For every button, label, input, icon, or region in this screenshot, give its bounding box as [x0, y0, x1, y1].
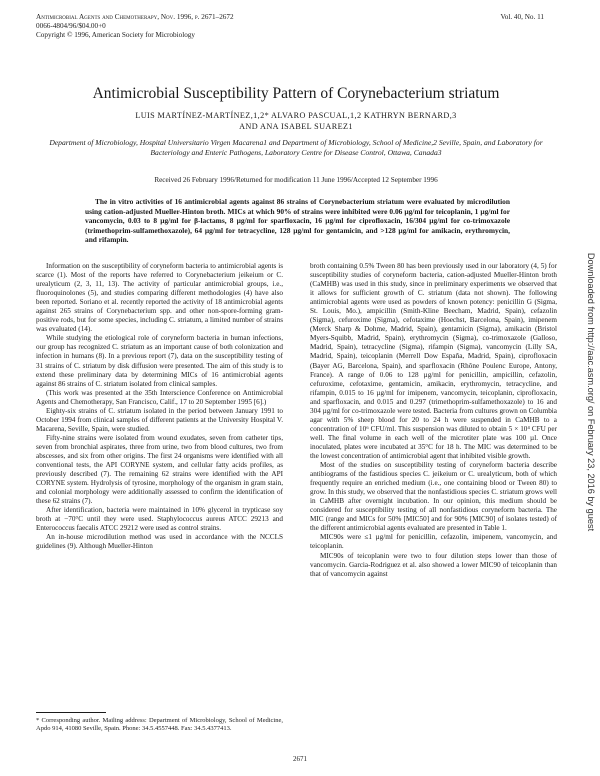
footnote-divider [36, 712, 106, 713]
journal-header [36, 13, 376, 40]
paragraph: While studying the etiological role of coryneform bacteria in human infections, our group has recognized C. striatum as an important cause of both colonization and infection in humans (8). In a previous report (7), data on the susceptibility testing of 31 strains of C. striatum by disk diffusion were presented. The aim of this study is to extend these preliminary data by determining MICs of 16 antimicrobial agents against 86 strains of C. striatum isolated from clinical samples. [36, 334, 283, 388]
left-column [36, 262, 283, 552]
corresponding-author-footnote: * Corresponding author. Mailing address: Department of Microbiology, School of Medicine, Apdo 914, 41080 Seville, Spain. Phone: 34.5.4557448. Fax: 34.5.4377413. [36, 717, 283, 732]
paragraph: Most of the studies on susceptibility testing of coryneform bacteria describe antibiograms of the fastidious species C. jeikeium or C. urealyticum, both of which frequently require an enriched medium (i.e., one containing blood or Tween 80) to grow. In this study, we observed that the nonfastidious species C. striatum grows well in CaMHB after overnight incubation. In our opinion, this medium should be considered for susceptibility testing of all nonfastidious coryneform bacteria. The MIC (range and MICs for 50% [MIC50] and for 90% [MIC90] of isolates tested) of the different antimicrobial agents evaluated are presented in Table 1. [310, 461, 557, 533]
author-line-2: AND ANA ISABEL SUAREZ1 [239, 122, 353, 131]
paragraph: Information on the susceptibility of coryneform bacteria to antimicrobial agents is scarce (1). Most of the reports have referred to Corynebacterium jeikeium or C. urealyticum (2, 3, 11, 13). The activity of particular antimicrobial groups, i.e., fluoroquinolones (5), and studies comparing different methodologies (4) have also been reported. Soriano et al. recently reported the activity of 18 antimicrobial agents against 265 strains of Corynebacterium spp. and other non-spore-forming gram-positive rods, but for some species, including C. striatum, a limited number of strains was evaluated (14). [36, 262, 283, 334]
paragraph: Eighty-six strains of C. striatum isolated in the period between January 1991 to October 1994 from clinical samples of different patients at the University Hospital V. Macarena, Seville, Spain, were studied. [36, 406, 283, 433]
article-title: Antimicrobial Susceptibility Pattern of Corynebacterium striatum [92, 85, 500, 102]
copyright: Copyright © 1996, American Society for Microbiology [36, 31, 195, 39]
paragraph: broth containing 0.5% Tween 80 has been previously used in our laboratory (4, 5) for susceptibility studies of coryneform bacteria, cation-adjusted Mueller-Hinton broth (CaMHB) was used in this study, since in preliminary experiments we observed that it allows for sufficient growth of C. striatum (data not shown). The following antimicrobial agents were used as powders of known potency: penicillin G (Sigma, St. Louis, Mo.), ampicillin (Smith-Kline Beecham, Madrid, Spain), cefazolin (Sigma), cefuroxime (Sigma), cefotaxime (Hoechst, Barcelona, Spain), imipenem (Merck Sharp & Dohme, Madrid, Spain), gentamicin (Sigma), amikacin (Bristol Myers-Squibb, Madrid, Spain), erythromycin (Sigma), co-trimoxazole (Galloso, Madrid, Spain), tetracycline (Sigma), rifampin (Sigma), vancomycin (Lilly SA, Madrid, Spain), teicoplanin (Merrell Dow España, Madrid, Spain), ciprofloxacin (Bayer AG, Barcelona, Spain), and sparfloxacin (Rhône Poulenc Europe, Antony, France). A range of 0.06 to 128 µg/ml for penicillin, ampicillin, cefazolin, cefuroxime, cefotaxime, gentamicin, amikacin, erythromycin, tetracycline, and rifampin, 0.015 to 16 µg/ml for imipenem, vancomycin, teicoplanin, ciprofloxacin, and sparfloxacin, and 0.015 and 0.297 (trimethoprim-sulfamethoxazole) to 16 and 304 µg/ml for co-trimoxazole were tested. Bacteria from cultures grown on Columbia agar with 5% sheep blood for 20 to 24 h were suspended in CaMHB to a concentration of 10⁶ CFU/ml. This suspension was diluted to obtain 5 × 10⁴ CFU per well. The final volume in each well of the microtiter plate was 100 µl. Once inoculated, plates were incubated at 35°C for 18 h. The MIC was determined to be the lowest concentration of antimicrobial agent that inhibited visible growth. [310, 262, 557, 460]
right-column [310, 262, 557, 579]
paragraph: An in-house microdilution method was used in accordance with the NCCLS guidelines (9). Although Mueller-Hinton [36, 533, 283, 551]
affiliations: Department of Microbiology, Hospital Universitario Virgen Macarena1 and Department of Microbiology, School of Medicine,2 Seville, Spain, and Laboratory for Bacteriology and Enteric Pathogens, Laboratory Centre for Disease Control, Ottawa, Canada3 [49, 138, 543, 157]
download-watermark: Downloaded from http://aac.asm.org/ on February 23, 2016 by guest [586, 252, 596, 532]
page-number: 2671 [293, 755, 307, 763]
paragraph: (This work was presented at the 35th Interscience Conference on Antimicrobial Agents and Chemotherapy, San Francisco, Calif., 17 to 20 September 1995 [6].) [36, 388, 283, 406]
paragraph: MIC90s of teicoplanin were two to four dilution steps lower than those of vancomycin. Garcia-Rodriguez et al. also showed a lower MIC90 of teicoplanin than that of vancomycin against [310, 551, 557, 578]
paragraph: Fifty-nine strains were isolated from wound exudates, seven from catheter tips, seven from bronchial aspirates, three from urine, two from blood cultures, two from abscesses, and six from other origins. The first 24 organisms were identified with all conventional tests, the API CORYNE system, and cellular fatty acids profiles, as previously described (7). The remaining 62 strains were identified with the API CORYNE system. Hydrolysis of tyrosine, morphology of the organism in gram stain, and colonial morphology were additionally assessed to confirm the identification of these 62 strains (7). [36, 433, 283, 506]
volume-label: Vol. 40, No. 11 [500, 13, 544, 21]
paragraph: After identification, bacteria were maintained in 10% glycerol in trypticase soy broth at −70°C until they were used. Staphylococcus aureus ATCC 29213 and Enterococcus faecalis ATCC 29212 were used as control strains. [36, 506, 283, 533]
author-line-1: LUIS MARTÍNEZ-MARTÍNEZ,1,2* ALVARO PASCUAL,1,2 KATHRYN BERNARD,3 [135, 111, 457, 120]
journal-citation: Antimicrobial Agents and Chemotherapy, Nov. 1996, p. 2671–2672 [36, 13, 234, 21]
paragraph: MIC90s were ≤1 µg/ml for penicillin, cefazolin, imipenem, vancomycin, and teicoplanin. [310, 533, 557, 551]
author-list [40, 110, 552, 132]
abstract: The in vitro activities of 16 antimicrobial agents against 86 strains of Corynebacterium striatum were evaluated by microdilution using cation-adjusted Mueller-Hinton broth. MICs at which 90% of strains were inhibited were 0.06 µg/ml for teicoplanin, 1 µg/ml for vancomycin, 0.03 to 8 µg/ml for β-lactams, 8 µg/ml for sparfloxacin, 16 µg/ml for ciprofloxacin, 16/304 µg/ml for co-trimoxazole (trimethoprim-sulfamethoxazole), 64 µg/ml for tetracycline, 128 µg/ml for gentamicin, and >128 µg/ml for amikacin, erythromycin, and rifampin. [85, 197, 510, 245]
received-dates: Received 26 February 1996/Returned for modification 11 June 1996/Accepted 12 September 1996 [154, 176, 438, 184]
issn: 0066-4804/96/$04.00+0 [36, 22, 106, 30]
